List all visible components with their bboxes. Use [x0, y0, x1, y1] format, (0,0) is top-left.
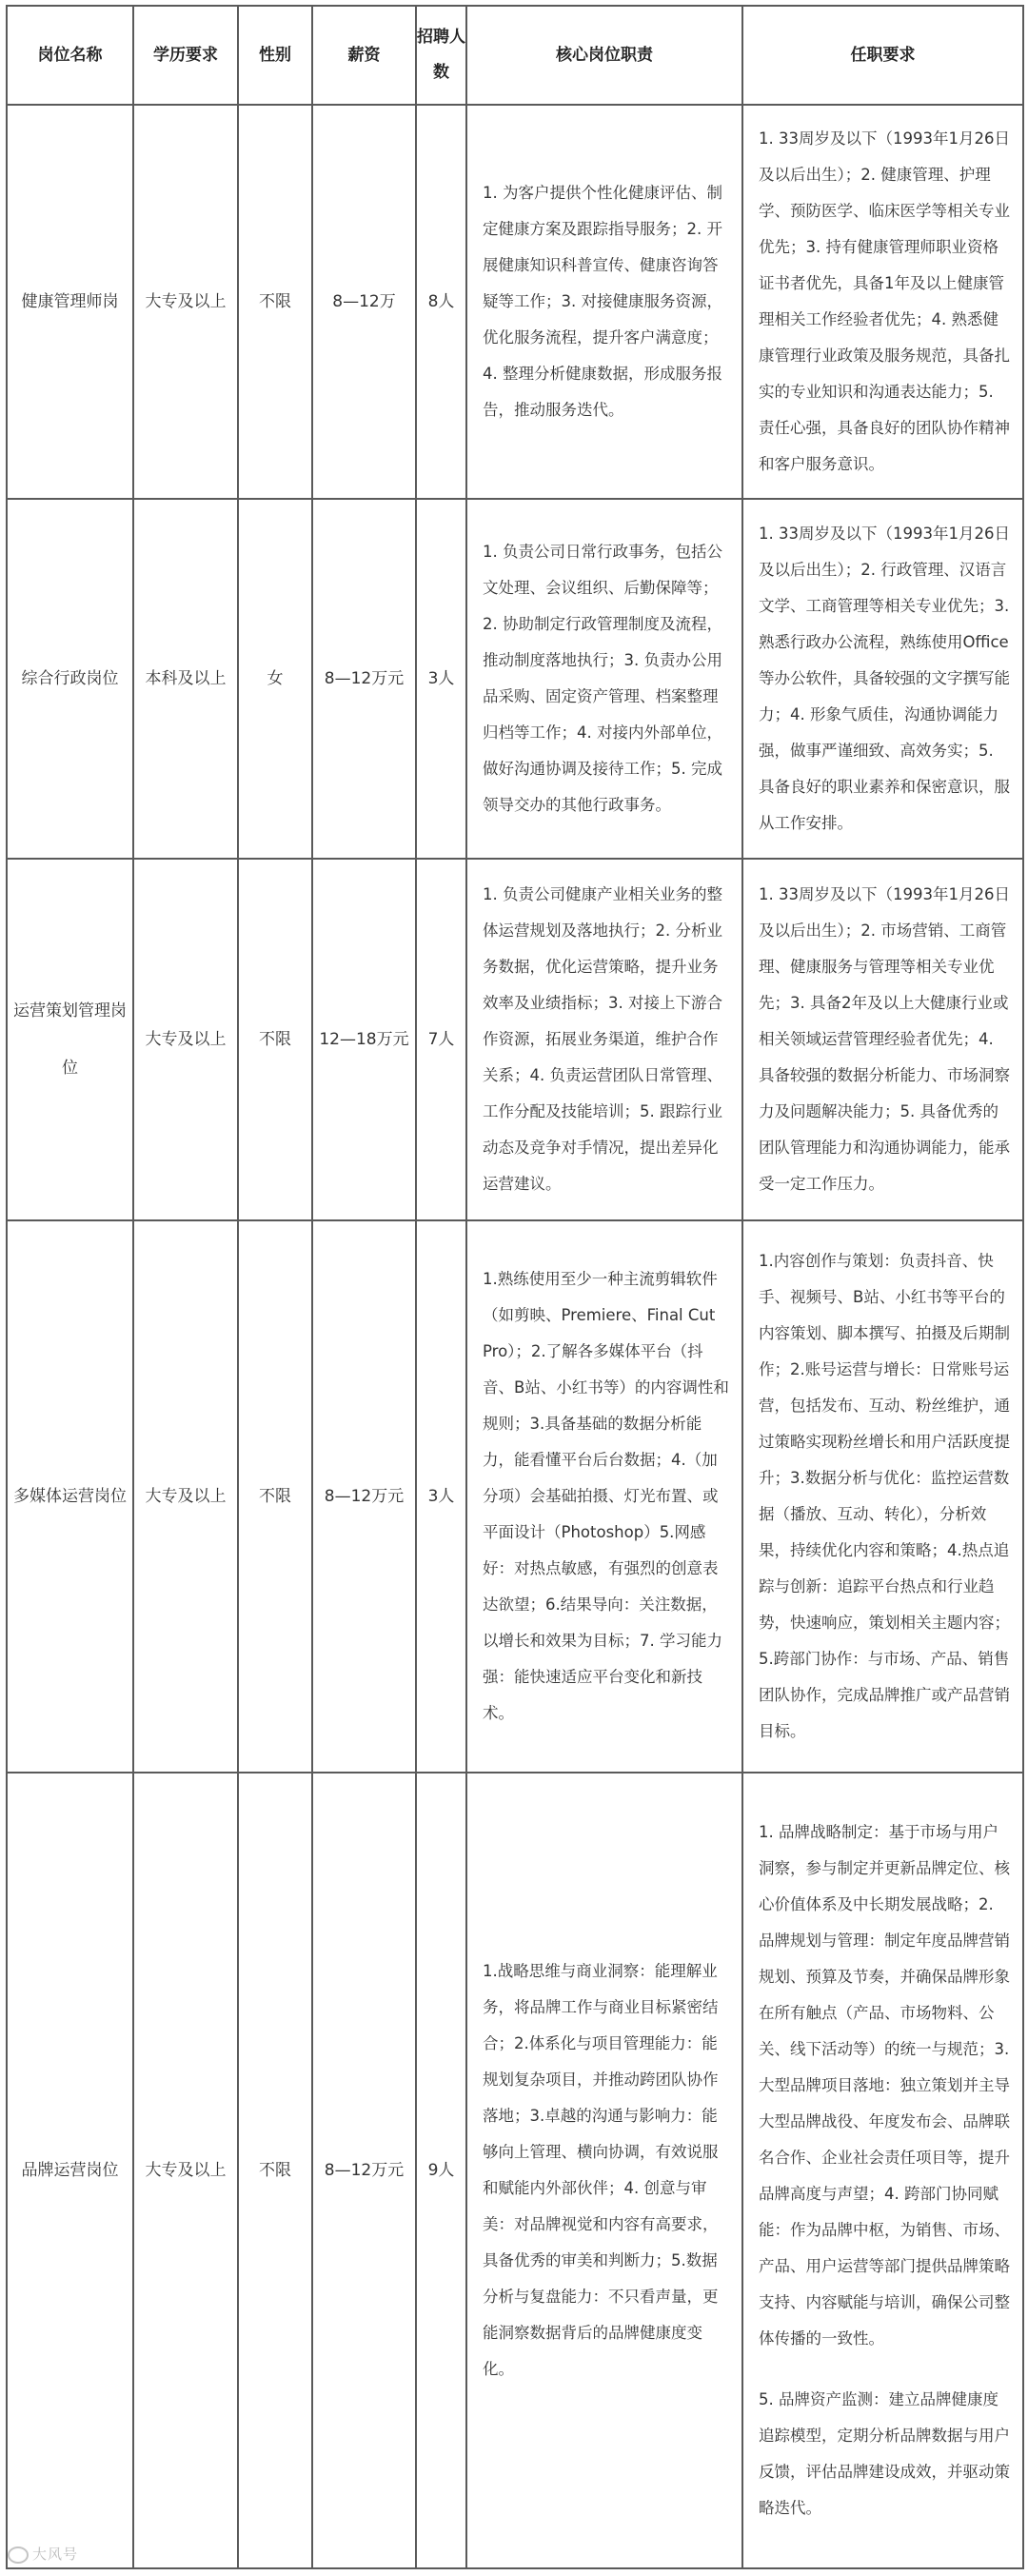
- table-row: [7, 1220, 1023, 1773]
- cell-headcount: 8人: [416, 105, 466, 499]
- requirements-part-1: 1. 品牌战略制定：基于市场与用户洞察，参与制定并更新品牌定位、核心价值体系及中长期发展战略；2. 品牌规划与管理：制定年度品牌营销规划、预算及节奏，并确保品牌形象在所有触点（产品、市场物料、公关、线下活动等）的统一与规范；3. 大型品牌项目落地：独立策划并主导大型品牌战役、年度发布会、品牌联名合作、企业社会责任项目等，提升品牌高度与声望；4. 跨部门协同赋能：作为品牌中枢，为销售、市场、产品、用户运营等部门提供品牌策略支持、内容赋能与培训，确保公司整体传播的一致性。: [759, 1823, 1010, 2348]
- requirements-part-2: 5. 品牌资产监测：建立品牌健康度追踪模型，定期分析品牌数据与用户反馈，评估品牌建设成效，并驱动策略迭代。: [759, 2390, 1010, 2517]
- cell-education: 大专及以上: [133, 1220, 238, 1773]
- watermark: [8, 2544, 78, 2564]
- cell-requirements: [742, 1773, 1023, 2568]
- watermark-text: 大风号: [32, 2546, 79, 2563]
- cell-gender: 不限: [238, 859, 312, 1220]
- cell-duties: 1.战略思维与商业洞察：能理解业务，将品牌工作与商业目标紧密结合；2.体系化与项目管理能力：能规划复杂项目，并推动跨团队协作落地；3.卓越的沟通与影响力：能够向上管理、横向协调，有效说服和赋能内外部伙伴；4. 创意与审美：对品牌视觉和内容有高要求，具备优秀的审美和判断力；5.数据分析与复盘能力：不只看声量，更能洞察数据背后的品牌健康度变化。: [466, 1773, 742, 2568]
- header-edu: 学历要求: [133, 6, 238, 105]
- cell-requirements: 1. 33周岁及以下（1993年1月26日及以后出生）；2. 市场营销、工商管理、健康服务与管理等相关专业优先；3. 具备2年及以上大健康行业或相关领域运营管理经验者优先；4. 具备较强的数据分析能力、市场洞察力及问题解决能力；5. 具备优秀的团队管理能力和沟通协调能力，能承受一定工作压力。: [742, 859, 1023, 1220]
- cell-headcount: 7人: [416, 859, 466, 1220]
- cell-education: 大专及以上: [133, 105, 238, 499]
- table-row: [7, 859, 1023, 1220]
- cell-requirements: 1. 33周岁及以下（1993年1月26日及以后出生）；2. 健康管理、护理学、预防医学、临床医学等相关专业优先；3. 持有健康管理师职业资格证书者优先，具备1年及以上健康管理相关工作经验者优先；4. 熟悉健康管理行业政策及服务规范，具备扎实的专业知识和沟通表达能力；5. 责任心强，具备良好的团队协作精神和客户服务意识。: [742, 105, 1023, 499]
- cell-position-name: 健康管理师岗: [7, 105, 133, 499]
- header-row: [7, 6, 1023, 105]
- cell-position-name: 综合行政岗位: [7, 499, 133, 859]
- cell-headcount: 3人: [416, 499, 466, 859]
- cell-duties: 1. 负责公司日常行政事务，包括公文处理、会议组织、后勤保障等；2. 协助制定行政管理制度及流程，推动制度落地执行；3. 负责办公用品采购、固定资产管理、档案整理归档等工作；4. 对接内外部单位，做好沟通协调及接待工作；5. 完成领导交办的其他行政事务。: [466, 499, 742, 859]
- cell-duties: 1. 为客户提供个性化健康评估、制定健康方案及跟踪指导服务；2. 开展健康知识科普宣传、健康咨询答疑等工作；3. 对接健康服务资源，优化服务流程，提升客户满意度；4. 整理分析健康数据，形成服务报告，推动服务迭代。: [466, 105, 742, 499]
- cell-headcount: 9人: [416, 1773, 466, 2568]
- cell-position-name: 多媒体运营岗位: [7, 1220, 133, 1773]
- header-duties: 核心岗位职责: [466, 6, 742, 105]
- cell-headcount: 3人: [416, 1220, 466, 1773]
- cell-gender: 不限: [238, 1220, 312, 1773]
- cell-salary: 12—18万元: [312, 859, 416, 1220]
- cell-education: 大专及以上: [133, 859, 238, 1220]
- cell-duties: 1.熟练使用至少一种主流剪辑软件（如剪映、Premiere、Final Cut Pro）；2.了解各多媒体平台（抖音、B站、小红书等）的内容调性和规则；3.具备基础的数据分析能力，能看懂平台后台数据；4.（加分项）会基础拍摄、灯光布置、或平面设计（Photoshop）5.网感好：对热点敏感，有强烈的创意表达欲望；6.结果导向：关注数据，以增长和效果为目标；7. 学习能力强：能快速适应平台变化和新技术。: [466, 1220, 742, 1773]
- header-count: 招聘人数: [416, 6, 466, 105]
- cell-gender: 不限: [238, 105, 312, 499]
- cell-salary: 8—12万元: [312, 499, 416, 859]
- table-row: [7, 499, 1023, 859]
- cell-gender: 不限: [238, 1773, 312, 2568]
- cell-duties: 1. 负责公司健康产业相关业务的整体运营规划及落地执行；2. 分析业务数据，优化运营策略，提升业务效率及业绩指标；3. 对接上下游合作资源，拓展业务渠道，维护合作关系；4. 负责运营团队日常管理、工作分配及技能培训；5. 跟踪行业动态及竞争对手情况，提出差异化运营建议。: [466, 859, 742, 1220]
- table-row: [7, 1773, 1023, 2568]
- cell-requirements: 1.内容创作与策划：负责抖音、快手、视频号、B站、小红书等平台的内容策划、脚本撰写、拍摄及后期制作；2.账号运营与增长：日常账号运营，包括发布、互动、粉丝维护，通过策略实现粉丝增长和用户活跃度提升；3.数据分析与优化：监控运营数据（播放、互动、转化），分析效果，持续优化内容和策略；4.热点追踪与创新：追踪平台热点和行业趋势，快速响应，策划相关主题内容；5.跨部门协作：与市场、产品、销售团队协作，完成品牌推广或产品营销目标。: [742, 1220, 1023, 1773]
- recruitment-table: [6, 5, 1024, 2569]
- cell-salary: 8—12万元: [312, 1220, 416, 1773]
- paragraph-gap: [759, 2357, 1011, 2382]
- table-row: [7, 105, 1023, 499]
- cell-education: 大专及以上: [133, 1773, 238, 2568]
- header-requirements: 任职要求: [742, 6, 1023, 105]
- cell-salary: 8—12万元: [312, 1773, 416, 2568]
- cell-salary: 8—12万: [312, 105, 416, 499]
- cell-position-name: 品牌运营岗位: [7, 1773, 133, 2568]
- header-name: 岗位名称: [7, 6, 133, 105]
- cell-position-name: 运营策划管理岗位: [7, 859, 133, 1220]
- cell-education: 本科及以上: [133, 499, 238, 859]
- header-gender: 性别: [238, 6, 312, 105]
- watermark-logo-icon: [8, 2546, 29, 2564]
- header-salary: 薪资: [312, 6, 416, 105]
- cell-gender: 女: [238, 499, 312, 859]
- cell-requirements: 1. 33周岁及以下（1993年1月26日及以后出生）；2. 行政管理、汉语言文学、工商管理等相关专业优先；3. 熟悉行政办公流程，熟练使用Office等办公软件，具备较强的文字撰写能力；4. 形象气质佳，沟通协调能力强，做事严谨细致、高效务实；5. 具备良好的职业素养和保密意识，服从工作安排。: [742, 499, 1023, 859]
